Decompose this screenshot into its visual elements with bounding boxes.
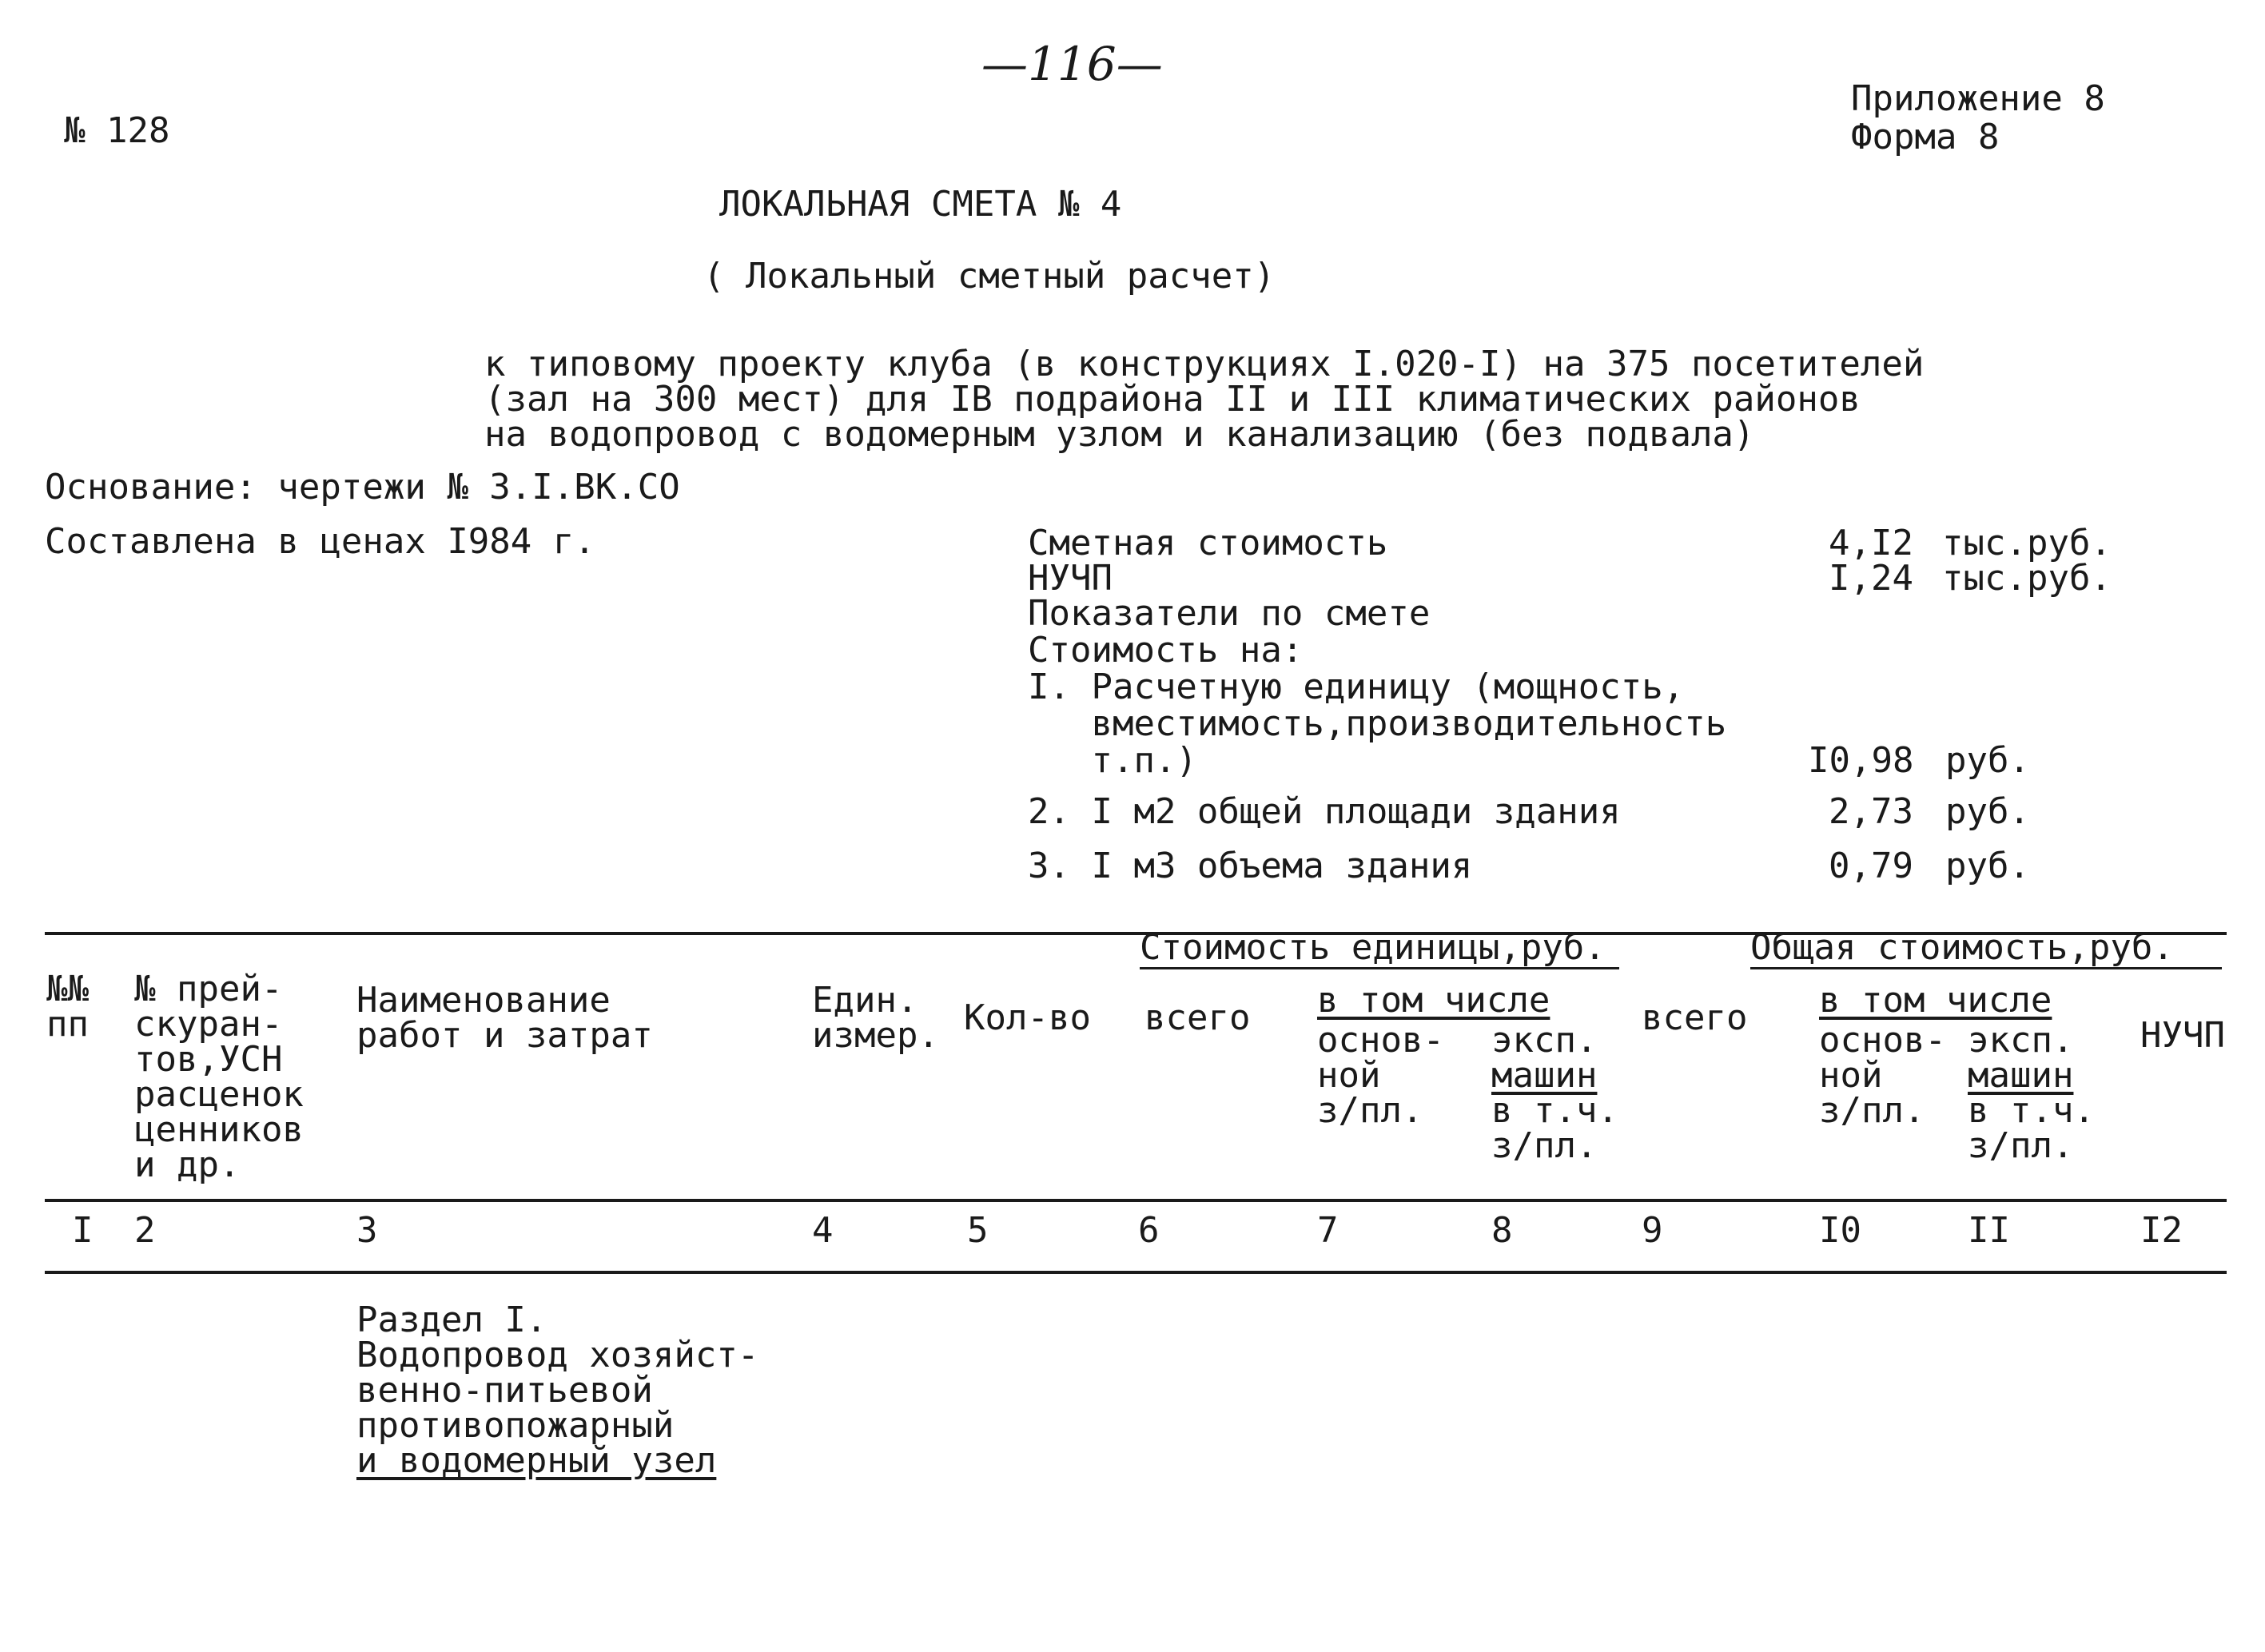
col-total-machines-wage-header: в т.ч. — [1968, 1090, 2095, 1131]
column-number: 3 — [356, 1210, 378, 1251]
col-price-ref-header: и др. — [134, 1144, 241, 1185]
col-overall-total-header: всего — [1642, 997, 1748, 1038]
col-unit-base-wage-header: з/пл. — [1317, 1090, 1423, 1131]
indicators-label: Показатели по смете — [1028, 593, 1431, 634]
estimated-cost-label: Сметная стоимость — [1028, 523, 1388, 563]
indicator-item-2-unit: руб. — [1945, 791, 2030, 832]
col-price-ref-header: скуран- — [134, 1004, 283, 1045]
cost-on-label: Стоимость на: — [1028, 630, 1304, 671]
section-name: Водопровод хозяйст- — [356, 1335, 759, 1375]
col-nuchp-header: НУЧП — [2140, 1015, 2225, 1056]
document-number: № 128 — [64, 110, 170, 151]
col-total-machines-header: машин — [1968, 1055, 2074, 1096]
column-number: I — [72, 1210, 94, 1251]
column-number: 6 — [1138, 1210, 1160, 1251]
column-number: 4 — [812, 1210, 834, 1251]
table-header-bottom-rule — [45, 1199, 2227, 1202]
column-number: I0 — [1819, 1210, 1861, 1251]
description-line: на водопровод с водомерным узлом и канализацию (без подвала) — [484, 414, 1755, 455]
indicator-item-1-unit: руб. — [1945, 740, 2030, 781]
indicator-item-1: т.п.) — [1028, 740, 1197, 781]
col-unit-base-wage-header: основ- — [1317, 1020, 1444, 1061]
total-cost-group-rule — [1750, 967, 2222, 969]
col-number-header: №№ — [46, 969, 89, 1009]
basis-line: Основание: чертежи № 3.I.ВК.СО — [45, 467, 680, 508]
indicator-item-1: вместимость,производительность — [1028, 703, 1727, 744]
column-number: I2 — [2140, 1210, 2183, 1251]
section-name: и водомерный узел — [356, 1440, 717, 1481]
col-total-machines-wage-header: з/пл. — [1968, 1125, 2074, 1166]
col-unit-header: Един. — [812, 980, 918, 1021]
section-name: противопожарный — [356, 1405, 675, 1446]
col-work-name-header: Наименование — [356, 980, 611, 1021]
indicator-item-3-value: 0,79 — [1829, 846, 1913, 886]
column-numbers-bottom-rule — [45, 1271, 2227, 1274]
col-price-ref-header: № прей- — [134, 969, 283, 1009]
description-line: (зал на 300 мест) для IВ подрайона II и III климатических районов — [484, 379, 1861, 420]
prices-line: Составлена в ценах I984 г. — [45, 521, 595, 562]
col-total-base-wage-header: основ- — [1819, 1020, 1946, 1061]
indicator-item-1: I. Расчетную единицу (мощность, — [1028, 667, 1685, 707]
column-number: 9 — [1642, 1210, 1663, 1251]
nuchp-unit: тыс.руб. — [1942, 558, 2112, 599]
column-number: 2 — [134, 1210, 156, 1251]
col-price-ref-header: расценок — [134, 1074, 304, 1115]
indicator-item-2-value: 2,73 — [1829, 791, 1913, 832]
col-number-header: пп — [46, 1004, 89, 1045]
column-number: 7 — [1317, 1210, 1339, 1251]
col-unit-machines-header: эксп. — [1491, 1020, 1598, 1061]
section-name: венно-питьевой — [356, 1370, 653, 1411]
col-total-base-wage-header: з/пл. — [1819, 1090, 1925, 1131]
total-cost-group-heading: Общая стоимость,руб. — [1750, 927, 2174, 968]
document-subtitle: ( Локальный сметный расчет) — [703, 256, 1276, 297]
indicator-item-3: 3. I м3 объема здания — [1028, 846, 1473, 886]
col-price-ref-header: ценников — [134, 1109, 304, 1150]
page-number: —116— — [981, 37, 1163, 91]
column-number: II — [1968, 1210, 2010, 1251]
form-label: Форма 8 — [1851, 117, 2000, 157]
col-work-name-header: работ и затрат — [356, 1015, 653, 1056]
col-unit-base-wage-header: ной — [1317, 1055, 1381, 1096]
column-number: 8 — [1491, 1210, 1513, 1251]
unit-cost-including-heading: в том числе — [1317, 980, 1550, 1021]
col-total-machines-header: эксп. — [1968, 1020, 2074, 1061]
col-price-ref-header: тов,УСН — [134, 1039, 283, 1080]
nuchp-label: НУЧП — [1028, 558, 1113, 599]
unit-cost-group-heading: Стоимость единицы,руб. — [1140, 927, 1606, 968]
col-unit-total-header: всего — [1144, 997, 1251, 1038]
column-number: 5 — [967, 1210, 989, 1251]
col-unit-machines-wage-header: в т.ч. — [1491, 1090, 1618, 1131]
unit-cost-group-rule — [1140, 967, 1619, 969]
estimated-cost-unit: тыс.руб. — [1942, 523, 2112, 563]
estimated-cost-value: 4,I2 — [1829, 523, 1913, 563]
description-line: к типовому проекту клуба (в конструкциях I.020-I) на 375 посетителей — [484, 344, 1925, 384]
appendix-label: Приложение 8 — [1851, 78, 2105, 119]
document-title: ЛОКАЛЬНАЯ СМЕТА № 4 — [719, 184, 1122, 225]
nuchp-value: I,24 — [1829, 558, 1913, 599]
col-unit-header: измер. — [812, 1015, 939, 1056]
col-quantity-header: Кол-во — [964, 997, 1091, 1038]
indicator-item-3-unit: руб. — [1945, 846, 2030, 886]
indicator-item-2: 2. I м2 общей площади здания — [1028, 791, 1621, 832]
col-total-base-wage-header: ной — [1819, 1055, 1883, 1096]
total-cost-including-heading: в том числе — [1819, 980, 2052, 1021]
indicator-item-1-value: I0,98 — [1808, 740, 1914, 781]
section-title: Раздел I. — [356, 1300, 547, 1340]
col-unit-machines-header: машин — [1491, 1055, 1598, 1096]
col-unit-machines-wage-header: з/пл. — [1491, 1125, 1598, 1166]
